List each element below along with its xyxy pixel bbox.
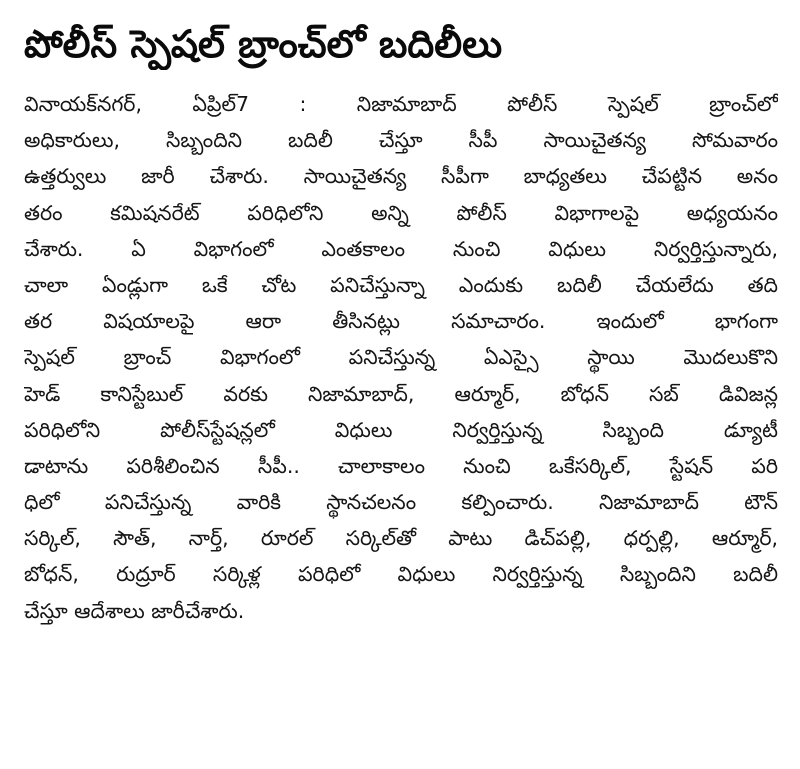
headline: పోలీస్ స్పెషల్ బ్రాంచ్‌లో బదిలీలు (24, 22, 503, 66)
article-line: ధిలో పనిచేస్తున్న వారికి స్థానచలనం కల్పించారు. నిజామాబాద్ టౌన్ (24, 490, 778, 515)
article-body (24, 86, 778, 629)
article-line: డాటాను పరిశీలించిన సీపీ.. చాలాకాలం నుంచి ఒకేసర్కిల్, స్టేషన్ పరి (24, 453, 778, 478)
article-line: స్పెషల్ బ్రాంచ్ విభాగంలో పనిచేస్తున్న ఏఎస్సై స్థాయి మొదలుకొని (24, 345, 778, 370)
article-line: బోధన్, రుద్రూర్ సర్కిళ్ల పరిధిలో విధులు నిర్వర్తిస్తున్న సిబ్బందిని బదిలీ (24, 562, 778, 587)
article-line: చేస్తూ ఆదేశాలు జారీచేశారు. (24, 598, 245, 623)
article-line: చేశారు. ఏ విభాగంలో ఎంతకాలం నుంచి విధులు నిర్వర్తిస్తున్నారు, (24, 236, 778, 261)
article-line: తరం కమిషనరేట్ పరిధిలోని అన్ని పోలీస్ విభాగాలపై అధ్యయనం (24, 200, 778, 225)
article-line: ఉత్తర్వులు జారీ చేశారు. సాయిచైతన్య సీపీగా బాధ్యతలు చేపట్టిన అనం (24, 164, 778, 189)
article-line: పరిధిలోని పోలీస్‌స్టేషన్లలో విధులు నిర్వర్తిస్తున్న సిబ్బంది డ్యూటీ (24, 417, 778, 442)
article-line: వినాయక్‌నగర్, ఏప్రిల్7 : నిజామాబాద్ పోలీస్ స్పెషల్ బ్రాంచ్‌లో (24, 92, 778, 116)
article-line: తర విషయాలపై ఆరా తీసినట్లు సమాచారం. ఇందులో భాగంగా (24, 309, 778, 334)
article-line: హెడ్ కానిస్టేబుల్ వరకు నిజామాబాద్, ఆర్మూర్, బోధన్ సబ్ డివిజన్ల (24, 381, 778, 406)
article-line: అధికారులు, సిబ్బందిని బదిలీ చేస్తూ సీపీ సాయిచైతన్య సోమవారం (24, 128, 778, 153)
article-line: సర్కిల్, సౌత్, నార్త్, రూరల్ సర్కిల్‌తో పాటు డిచ్‌పల్లి, ధర్పల్లి, ఆర్మూర్, (24, 526, 778, 551)
article-line: చాలా ఏండ్లుగా ఒకే చోట పనిచేస్తున్నా ఎందుకు బదిలీ చేయలేదు తది (24, 272, 778, 297)
